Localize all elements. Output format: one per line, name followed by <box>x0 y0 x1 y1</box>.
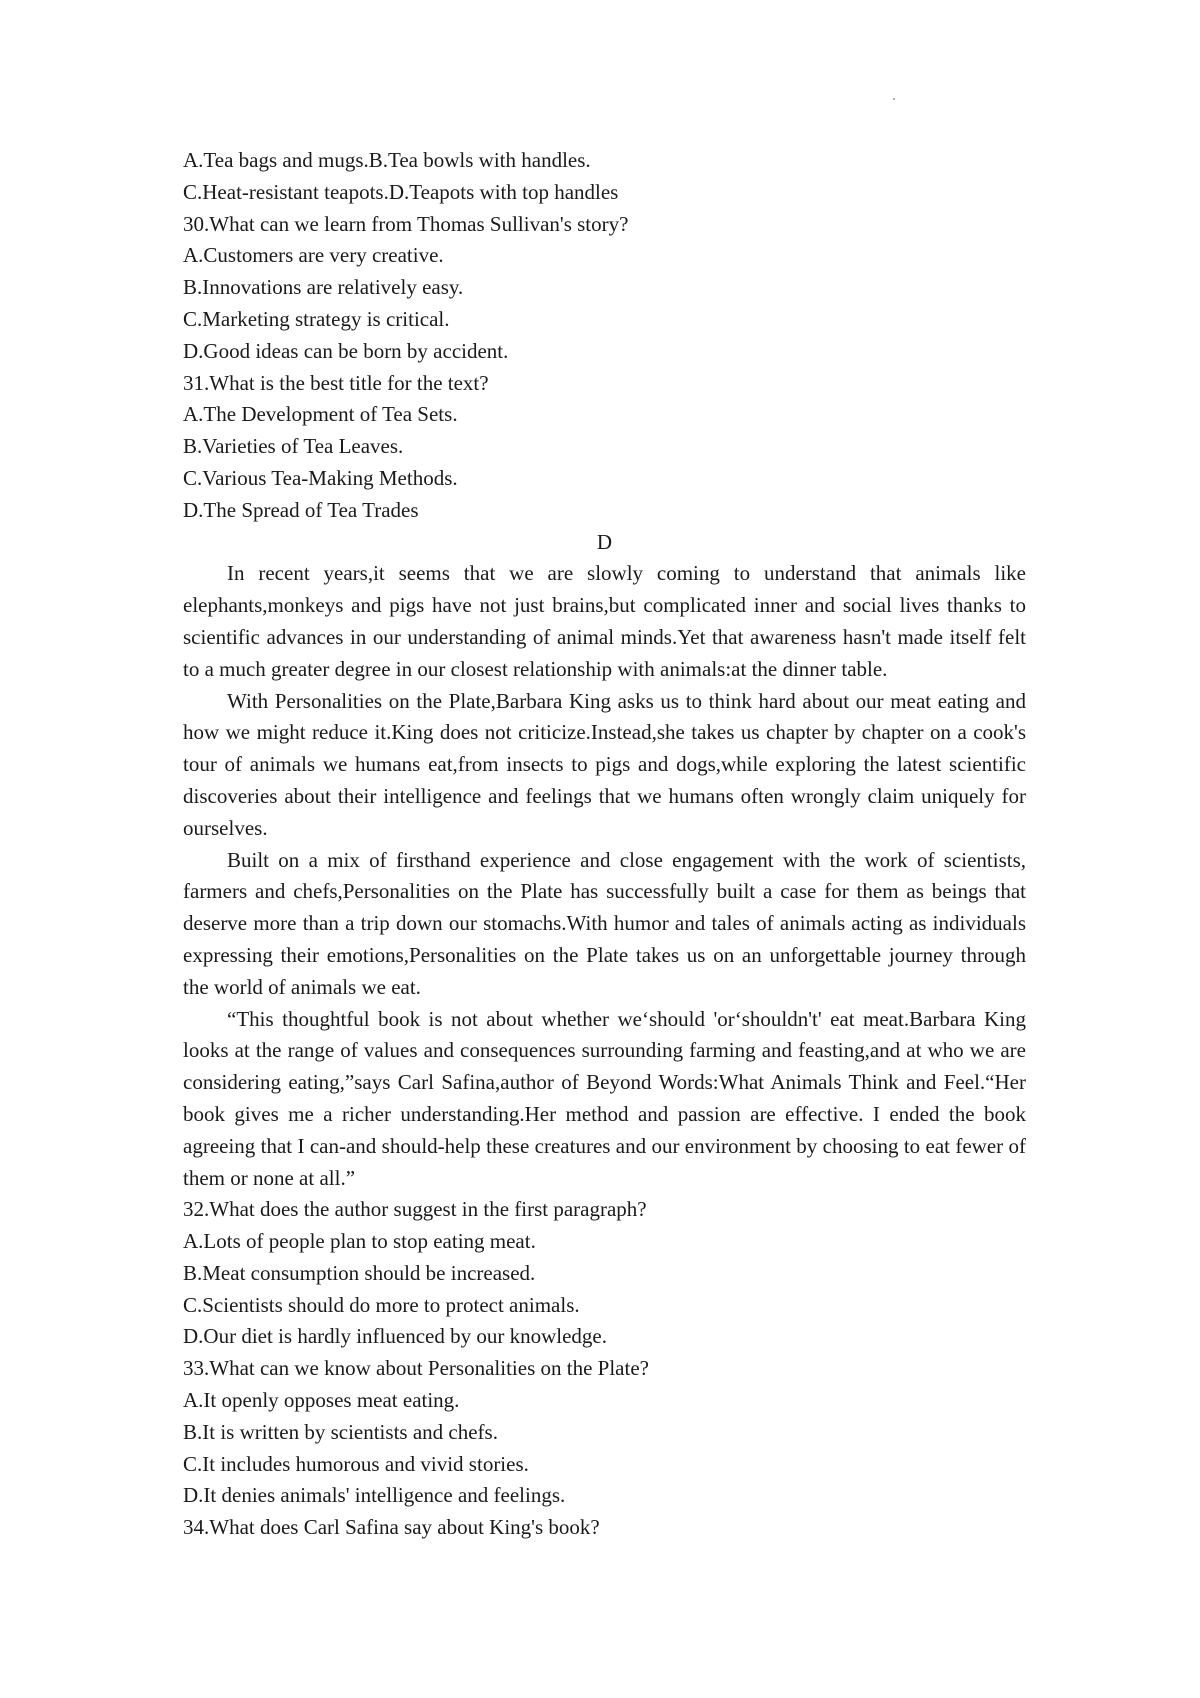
q31-option-a: A.The Development of Tea Sets. <box>183 402 458 427</box>
q33-question: 33.What can we know about Personalities on the Plate? <box>183 1356 649 1381</box>
passage-paragraph-4: “This thoughtful book is not about whether we‘should 'or‘shouldn't' eat meat.Barbara King looks at the range of values and consequences surrounding farming and feasting,and at who we are considering eating,”says Carl Safina,author of Beyond Words:What Animals Think and Feel.“Her book gives me a richer understanding.Her method and passion are effective. I ended the book agreeing that I can-and should-help these creatures and our environment by choosing to eat fewer of them or none at all.” <box>183 1006 1026 1190</box>
section-heading-d: D <box>596 529 613 554</box>
q33-option-d: D.It denies animals' intelligence and feelings. <box>183 1483 566 1508</box>
q30-question: 30.What can we learn from Thomas Sullivan's story? <box>183 211 629 236</box>
q33-option-a: A.It openly opposes meat eating. <box>183 1388 460 1413</box>
q32-option-c: C.Scientists should do more to protect animals. <box>183 1292 580 1317</box>
q30-option-c: C.Marketing strategy is critical. <box>183 306 450 331</box>
q32-option-d: D.Our diet is hardly influenced by our knowledge. <box>183 1324 607 1349</box>
q31-option-d: D.The Spread of Tea Trades <box>183 497 419 522</box>
q30-option-b: B.Innovations are relatively easy. <box>183 275 464 300</box>
q30-option-a: A.Customers are very creative. <box>183 243 444 268</box>
q29-options-line-2: C.Heat-resistant teapots.D.Teapots with top handles <box>183 179 619 204</box>
q31-option-c: C.Various Tea-Making Methods. <box>183 465 458 490</box>
q33-option-b: B.It is written by scientists and chefs. <box>183 1419 498 1444</box>
q32-option-b: B.Meat consumption should be increased. <box>183 1260 536 1285</box>
q32-option-a: A.Lots of people plan to stop eating meat. <box>183 1229 536 1254</box>
passage-paragraph-2: With Personalities on the Plate,Barbara King asks us to think hard about our meat eating and how we might reduce it.King does not criticize.Instead,she takes us chapter by chapter on a cook's tour of animals we humans eat,from insects to pigs and dogs,while exploring the latest scientific discoveries about their intelligence and feelings that we humans often wrongly claim uniquely for ourselves. <box>183 688 1026 840</box>
passage-paragraph-1: In recent years,it seems that we are slowly coming to understand that animals like elephants,monkeys and pigs have not just brains,but complicated inner and social lives thanks to scientific advances in our understanding of animal minds.Yet that awareness hasn't made itself felt to a much greater degree in our closest relationship with animals:at the dinner table. <box>183 561 1026 681</box>
q29-options-line-1: A.Tea bags and mugs.B.Tea bowls with handles. <box>183 148 591 172</box>
q34-question: 34.What does Carl Safina say about King's book? <box>183 1515 600 1540</box>
q30-option-d: D.Good ideas can be born by accident. <box>183 338 509 363</box>
scan-speck <box>893 98 895 100</box>
q33-option-c: C.It includes humorous and vivid stories. <box>183 1451 529 1476</box>
passage-paragraph-3: Built on a mix of firsthand experience and close engagement with the work of scientists, farmers and chefs,Personalities on the Plate has successfully built a case for them as beings that deserve more than a trip down our stomachs.With humor and tales of animals acting as individuals expressing their emotions,Personalities on the Plate takes us on an unforgettable journey through the world of animals we eat. <box>183 847 1026 999</box>
q32-question: 32.What does the author suggest in the first paragraph? <box>183 1197 647 1222</box>
q31-question: 31.What is the best title for the text? <box>183 370 489 395</box>
q31-option-b: B.Varieties of Tea Leaves. <box>183 434 404 459</box>
document-page <box>183 145 1026 1544</box>
